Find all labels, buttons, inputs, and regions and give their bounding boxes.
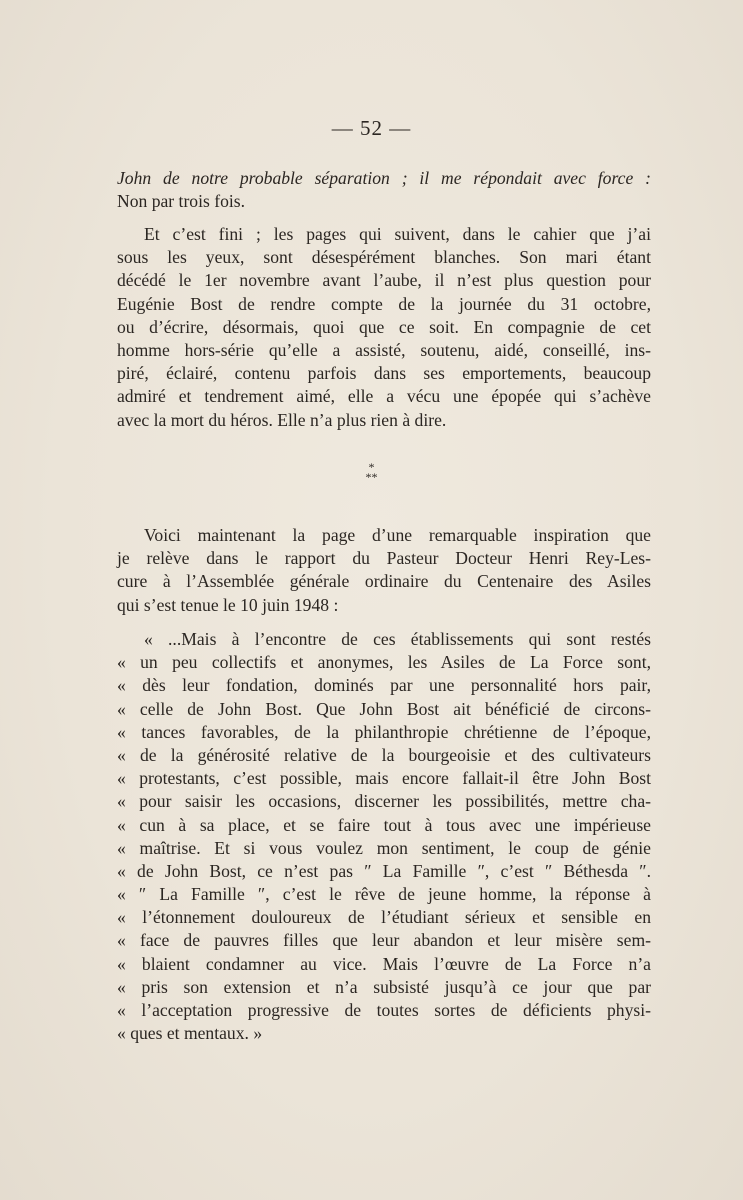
quote-line: « celle de John Bost. Que John Bost ait bénéficié de circons- <box>117 698 651 719</box>
quote-line: « de John Bost, ce n’est pas ″ La Famille ″, c’est ″ Béthesda ″. <box>117 860 651 881</box>
text-line: piré, éclairé, contenu parfois dans ses emportements, beaucoup <box>117 363 651 384</box>
quote-line: « un peu collectifs et anonymes, les Asiles de La Force sont, <box>117 652 651 673</box>
quote-line: « maîtrise. Et si vous voulez mon sentiment, le coup de génie <box>117 837 651 858</box>
quote-line: « tances favorables, de la philanthropie chrétienne de l’époque, <box>117 721 651 742</box>
asterism-separator <box>0 462 743 482</box>
quote-line: « cun à sa place, et se faire tout à tous avec une impérieuse <box>117 814 651 835</box>
quote-line: « face de pauvres filles que leur abandon et leur misère sem- <box>117 930 651 951</box>
quote-line: « dès leur fondation, dominés par une personnalité hors pair, <box>117 675 651 696</box>
quote-line: « blaient condamner au vice. Mais l’œuvre de La Force n’a <box>117 953 651 974</box>
quote-line: « de la générosité relative de la bourgeoisie et des cultivateurs <box>117 744 651 765</box>
text-line: Non par trois fois. <box>117 191 246 212</box>
text-line: admiré et tendrement aimé, elle a vécu une épopée qui s’achève <box>117 386 651 407</box>
text-line: avec la mort du héros. Elle n’a plus rien à dire. <box>117 409 447 430</box>
asterism-bottom: ** <box>365 470 378 484</box>
paragraph-fini <box>117 223 651 432</box>
quoted-passage <box>117 628 651 1045</box>
text-line: Eugénie Bost de rendre compte de la journée du 31 octobre, <box>117 293 651 314</box>
text-line: je relève dans le rapport du Pasteur Docteur Henri Rey-Les- <box>117 548 651 569</box>
text-line: qui s’est tenue le 10 juin 1948 : <box>117 594 339 615</box>
quote-line: « pris son extension et n’a subsisté jusqu’à ce jour que par <box>117 976 651 997</box>
text-line: décédé le 1er novembre avant l’aube, il n’est plus question pour <box>117 270 651 291</box>
quote-line: « l’étonnement douloureux de l’étudiant sérieux et sensible en <box>117 907 651 928</box>
quote-line: « pour saisir les occasions, discerner les possibilités, mettre cha- <box>117 791 651 812</box>
page-number: — 52 — <box>331 116 412 140</box>
quote-line: « ques et mentaux. » <box>117 1023 263 1044</box>
text-line: Voici maintenant la page d’une remarquable inspiration que <box>144 525 651 545</box>
quote-line: « ...Mais à l’encontre de ces établissements qui sont restés <box>144 629 651 649</box>
text-line: John de notre probable séparation ; il me répondait avec force : <box>117 168 651 188</box>
quote-line: « l’acceptation progressive de toutes sortes de déficients physi- <box>117 1000 651 1020</box>
asterism-top: * <box>368 460 375 474</box>
text-line: cure à l’Assemblée générale ordinaire du Centenaire des Asiles <box>117 571 651 592</box>
paragraph-continuation <box>117 167 651 213</box>
text-line: homme hors-série qu’elle a assisté, soutenu, aidé, conseillé, ins- <box>117 339 651 360</box>
text-line: ou d’écrire, désormais, quoi que ce soit. En compagnie de cet <box>117 316 651 337</box>
text-line: Et c’est fini ; les pages qui suivent, dans le cahier que j’ai <box>144 224 651 244</box>
paragraph-intro-quote <box>117 524 651 617</box>
text-line: sous les yeux, sont désespérément blanches. Son mari étant <box>117 247 651 268</box>
quote-line: « ″ La Famille ″, c’est le rêve de jeune homme, la réponse à <box>117 884 651 905</box>
quote-line: « protestants, c’est possible, mais encore fallait-il être John Bost <box>117 768 651 789</box>
